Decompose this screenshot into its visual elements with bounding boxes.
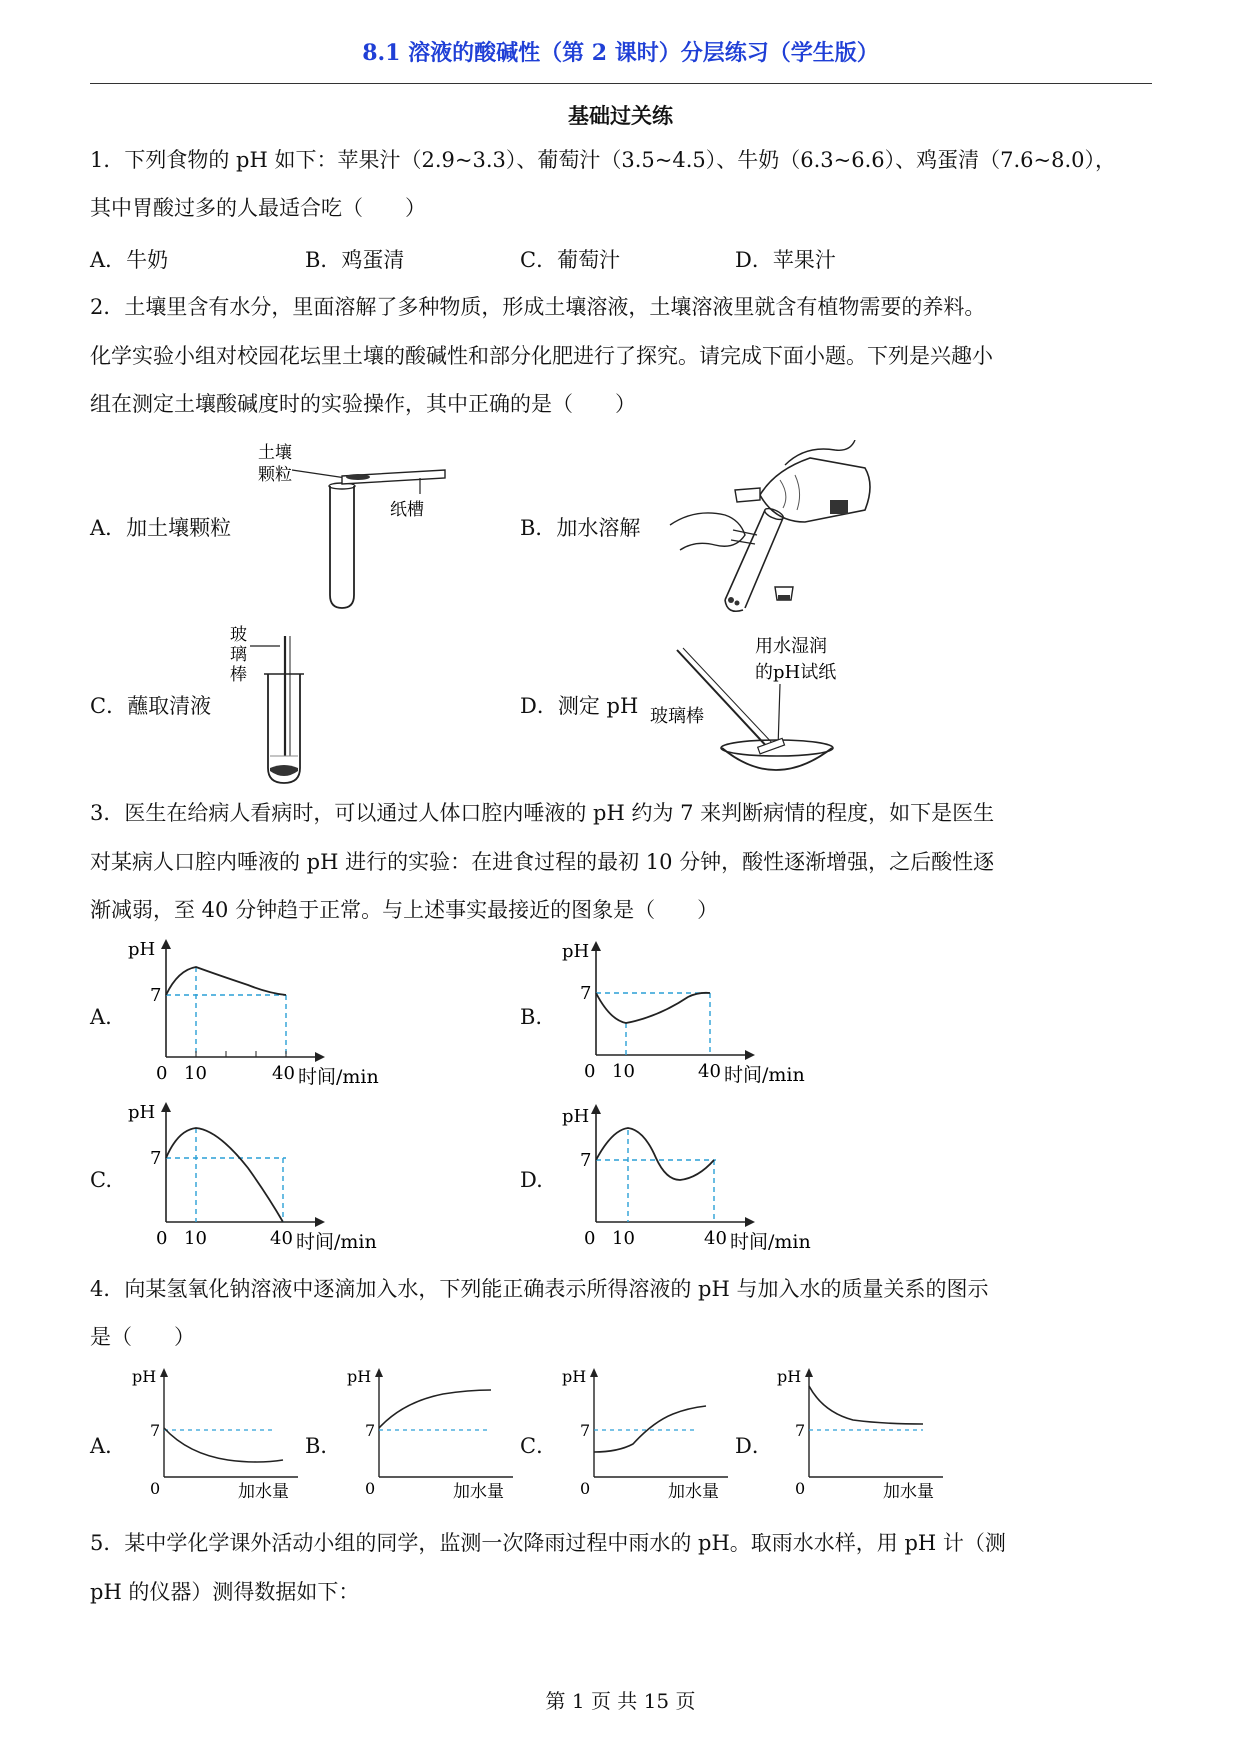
q2-figure-a-soil-tube — [250, 440, 460, 610]
q3-option-b-label: B. — [520, 1005, 543, 1029]
q4-option-b-label: B． — [305, 1434, 342, 1458]
origin-label: 0 — [156, 1063, 168, 1084]
origin-label: 0 — [365, 1479, 376, 1498]
q2-option-d: D．测定 pH — [520, 694, 639, 718]
x-tick-40: 40 — [698, 1061, 721, 1082]
q2-line-1: 2．土壤里含有水分，里面溶解了多种物质，形成土壤溶液，土壤溶液里就含有植物需要的养料。 — [90, 295, 986, 319]
label-paper-trough: 纸槽 — [390, 500, 424, 520]
x-axis-label: 加水量 — [453, 1482, 504, 1502]
q3-line-1: 3．医生在给病人看病时，可以通过人体口腔内唾液的 pH 约为 7 来判断病情的程度，如下是医生 — [90, 801, 995, 825]
q4-line-1: 4．向某氢氧化钠溶液中逐滴加入水，下列能正确表示所得溶液的 pH 与加入水的质量关系的图示 — [90, 1277, 989, 1301]
y-axis-label: pH — [562, 941, 590, 962]
y-axis-label: pH — [562, 1367, 587, 1386]
q1-option-c: C．葡萄汁 — [520, 248, 621, 272]
x-axis-label: 加水量 — [883, 1482, 934, 1502]
q1-line-1: 1．下列食物的 pH 如下：苹果汁（2.9~3.3）、葡萄汁（3.5~4.5）、牛奶（6.3~6.6）、鸡蛋清（7.6~8.0）， — [90, 148, 1117, 172]
y-axis-label: pH — [128, 1102, 156, 1123]
q4-graph-b — [343, 1362, 523, 1507]
x-axis-label: 加水量 — [238, 1482, 289, 1502]
q2-figure-b-add-water — [665, 440, 895, 620]
x-tick-40: 40 — [704, 1228, 727, 1249]
q3-option-a-label: A. — [90, 1005, 112, 1029]
q3-option-d-label: D. — [520, 1168, 543, 1192]
y-tick-7: 7 — [580, 983, 592, 1004]
label-soil-line2: 颗粒 — [258, 465, 292, 485]
y-tick-7: 7 — [150, 1148, 162, 1169]
y-axis-label: pH — [777, 1367, 802, 1386]
y-axis-label: pH — [347, 1367, 372, 1386]
q1-line-2: 其中胃酸过多的人最适合吃（ ） — [90, 196, 426, 220]
q1-option-a: A．牛奶 — [90, 248, 169, 272]
q2-line-3: 组在测定土壤酸碱度时的实验操作，其中正确的是（ ） — [90, 392, 636, 416]
origin-label: 0 — [795, 1479, 806, 1498]
q2-line-2: 化学实验小组对校园花坛里土壤的酸碱性和部分化肥进行了探究。请完成下面小题。下列是兴趣小 — [90, 344, 993, 368]
q2-figure-d-measure-ph — [640, 630, 860, 780]
origin-label: 0 — [150, 1479, 161, 1498]
q4-option-c-label: C． — [520, 1434, 558, 1458]
x-tick-10: 10 — [612, 1061, 635, 1082]
label-rod-c2: 璃 — [230, 645, 247, 665]
q2-option-a: A．加土壤颗粒 — [90, 516, 232, 540]
q4-graph-c — [558, 1362, 738, 1507]
origin-label: 0 — [156, 1228, 168, 1249]
q3-line-3: 渐减弱，至 40 分钟趋于正常。与上述事实最接近的图象是（ ） — [90, 898, 719, 922]
q5-line-2: pH 的仪器）测得数据如下： — [90, 1580, 360, 1604]
x-axis-label: 时间/min — [296, 1231, 377, 1253]
label-rod-d: 玻璃棒 — [650, 706, 704, 727]
q2-figure-c-dip-liquid — [220, 618, 340, 788]
page-number: 第 1 页 共 15 页 — [545, 1689, 696, 1713]
y-tick-7: 7 — [365, 1421, 376, 1440]
origin-label: 0 — [580, 1479, 591, 1498]
origin-label: 0 — [584, 1061, 596, 1082]
y-tick-7: 7 — [150, 985, 162, 1006]
label-rod-c3: 棒 — [230, 665, 247, 685]
x-tick-40: 40 — [272, 1063, 295, 1084]
q3-graph-b — [548, 935, 828, 1090]
y-axis-label: pH — [128, 939, 156, 960]
q4-option-d-label: D． — [735, 1434, 773, 1458]
q4-graph-d — [773, 1362, 953, 1507]
q3-graph-d — [548, 1098, 828, 1258]
q3-graph-a — [118, 935, 398, 1090]
x-tick-10: 10 — [612, 1228, 635, 1249]
y-axis-label: pH — [132, 1367, 157, 1386]
q2-option-c: C．蘸取清液 — [90, 694, 212, 718]
label-wet-paper-line2: 的pH试纸 — [755, 662, 837, 683]
x-tick-10: 10 — [184, 1228, 207, 1249]
q3-line-2: 对某病人口腔内唾液的 pH 进行的实验：在进食过程的最初 10 分钟，酸性逐渐增强，之后酸性逐 — [90, 850, 995, 874]
q1-option-b: B．鸡蛋清 — [305, 248, 405, 272]
q3-graph-c — [118, 1098, 398, 1258]
header-divider — [90, 83, 1152, 84]
section-title: 基础过关练 — [568, 103, 673, 128]
label-soil-line1: 土壤 — [258, 443, 292, 463]
x-axis-label: 时间/min — [724, 1064, 805, 1086]
y-axis-label: pH — [562, 1106, 590, 1127]
q4-option-a-label: A． — [90, 1434, 127, 1458]
y-tick-7: 7 — [795, 1421, 806, 1440]
label-rod-c1: 玻 — [230, 625, 247, 645]
y-tick-7: 7 — [580, 1421, 591, 1440]
x-tick-40: 40 — [270, 1228, 293, 1249]
q5-line-1: 5．某中学化学课外活动小组的同学，监测一次降雨过程中雨水的 pH。取雨水水样，用 pH 计（测 — [90, 1531, 1006, 1555]
q1-option-d: D．苹果汁 — [735, 248, 836, 272]
y-tick-7: 7 — [580, 1150, 592, 1171]
q4-graph-a — [128, 1362, 308, 1507]
q3-option-c-label: C. — [90, 1168, 112, 1192]
x-axis-label: 时间/min — [298, 1066, 379, 1088]
q2-option-b: B．加水溶解 — [520, 516, 641, 540]
x-axis-label: 时间/min — [730, 1231, 811, 1253]
origin-label: 0 — [584, 1228, 596, 1249]
y-tick-7: 7 — [150, 1421, 161, 1440]
label-wet-paper-line1: 用水湿润 — [755, 636, 827, 657]
x-tick-10: 10 — [184, 1063, 207, 1084]
q4-line-2: 是（ ） — [90, 1325, 195, 1349]
document-title: 8.1 溶液的酸碱性（第 2 课时）分层练习（学生版） — [362, 40, 879, 66]
x-axis-label: 加水量 — [668, 1482, 719, 1502]
